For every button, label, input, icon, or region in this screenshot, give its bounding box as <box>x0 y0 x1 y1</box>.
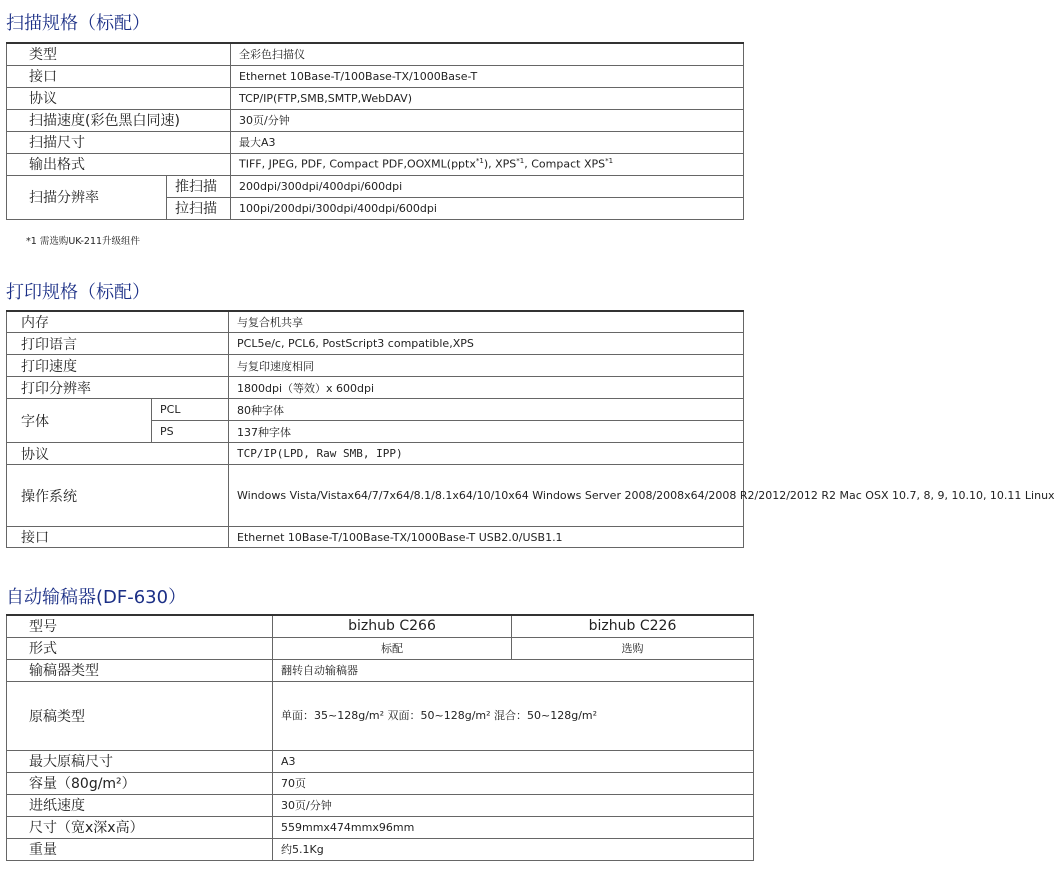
table-row <box>7 750 754 772</box>
footnote: *1 需选购UK-211升级组件 <box>26 236 141 247</box>
scan-spec-table <box>6 42 744 220</box>
row-value: Windows Vista/Vistax64/7/7x64/8.1/8.1x64/10/10x64 Windows Server 2008/2008x64/2008 R2/2012/2012 R2 Mac OSX 10.7, 8, 9, 10.10, 10.11 Linux <box>229 465 744 527</box>
output-format-text-2: ), XPS <box>483 157 517 171</box>
row-label: 接口 <box>7 65 231 87</box>
row-label: 类型 <box>7 43 231 65</box>
table-row <box>7 659 754 681</box>
output-format-text-1: TIFF, JPEG, PDF, Compact PDF,OOXML(pptx <box>239 157 476 171</box>
row-value: 559mmx474mmx96mm <box>273 816 754 838</box>
row-value: 137种字体 <box>229 421 744 443</box>
table-row <box>7 399 744 421</box>
row-value: 与复合机共享 <box>229 311 744 333</box>
row-label: 输出格式 <box>7 153 231 175</box>
adf-section-title: 自动输稿器(DF-630） <box>6 587 187 608</box>
row-value: 约5.1Kg <box>273 838 754 860</box>
table-row <box>7 465 744 527</box>
row-label: 扫描尺寸 <box>7 131 231 153</box>
table-row <box>7 87 744 109</box>
row-value: 单面：35~128g/m² 双面：50~128g/m² 混合：50~128g/m² <box>273 681 754 750</box>
row-label: 打印语言 <box>7 333 229 355</box>
row-value: 70页 <box>273 772 754 794</box>
row-label: 协议 <box>7 443 229 465</box>
row-label: 最大原稿尺寸 <box>7 750 273 772</box>
row-label: 协议 <box>7 87 231 109</box>
table-row <box>7 794 754 816</box>
row-label: 操作系统 <box>7 465 229 527</box>
row-label: 扫描分辨率 <box>7 175 167 219</box>
row-value: PCL5e/c, PCL6, PostScript3 compatible,XPS <box>229 333 744 355</box>
print-section-title: 打印规格（标配） <box>6 282 150 303</box>
table-row <box>7 816 754 838</box>
table-row <box>7 65 744 87</box>
row-value: 与复印速度相同 <box>229 355 744 377</box>
table-row <box>7 615 754 637</box>
row-value: 全彩色扫描仪 <box>231 43 744 65</box>
row-label: 扫描速度(彩色黑白同速) <box>7 109 231 131</box>
sub-label: 推扫描 <box>167 175 231 197</box>
table-row <box>7 527 744 548</box>
model-header: bizhub C226 <box>512 615 754 637</box>
row-label: 打印速度 <box>7 355 229 377</box>
scan-section-title: 扫描规格（标配） <box>6 13 150 34</box>
adf-spec-table <box>6 614 754 861</box>
row-label: 输稿器类型 <box>7 659 273 681</box>
row-value: 最大A3 <box>231 131 744 153</box>
row-label: 打印分辨率 <box>7 377 229 399</box>
row-label: 进纸速度 <box>7 794 273 816</box>
row-label: 原稿类型 <box>7 681 273 750</box>
row-label: 内存 <box>7 311 229 333</box>
table-row <box>7 838 754 860</box>
row-value: Ethernet 10Base-T/100Base-TX/1000Base-T <box>231 65 744 87</box>
sub-label: 拉扫描 <box>167 197 231 219</box>
row-value: 标配 <box>273 637 512 659</box>
table-row <box>7 311 744 333</box>
row-value: 30页/分钟 <box>273 794 754 816</box>
row-value: 选购 <box>512 637 754 659</box>
row-label: 形式 <box>7 637 273 659</box>
row-value: 1800dpi（等效）x 600dpi <box>229 377 744 399</box>
table-row <box>7 175 744 197</box>
row-label: 尺寸（宽x深x高） <box>7 816 273 838</box>
table-row <box>7 333 744 355</box>
footnote-mark: *1 <box>605 157 614 166</box>
table-row <box>7 355 744 377</box>
row-value: TCP/IP(LPD, Raw SMB, IPP) <box>229 443 744 465</box>
row-label: 型号 <box>7 615 273 637</box>
table-row <box>7 377 744 399</box>
row-label: 重量 <box>7 838 273 860</box>
table-row <box>7 637 754 659</box>
row-value: TCP/IP(FTP,SMB,SMTP,WebDAV) <box>231 87 744 109</box>
sub-label: PCL <box>152 399 229 421</box>
model-header: bizhub C266 <box>273 615 512 637</box>
footnote-mark: *1 <box>516 157 525 166</box>
footnote-mark: *1 <box>475 157 484 166</box>
print-spec-table <box>6 310 1055 548</box>
row-value: 200dpi/300dpi/400dpi/600dpi <box>231 175 744 197</box>
row-label: 接口 <box>7 527 229 548</box>
table-row <box>7 43 744 65</box>
row-value: Ethernet 10Base-T/100Base-TX/1000Base-T USB2.0/USB1.1 <box>229 527 744 548</box>
table-row <box>7 153 744 175</box>
table-row <box>7 109 744 131</box>
table-row <box>7 443 744 465</box>
row-value: 翻转自动输稿器 <box>273 659 754 681</box>
row-value: 30页/分钟 <box>231 109 744 131</box>
row-value: 100pi/200dpi/300dpi/400dpi/600dpi <box>231 197 744 219</box>
output-format-value <box>231 153 744 175</box>
output-format-text-3: , Compact XPS <box>524 157 606 171</box>
row-value: 80种字体 <box>229 399 744 421</box>
row-label: 容量（80g/m²） <box>7 772 273 794</box>
row-label: 字体 <box>7 399 152 443</box>
row-value: A3 <box>273 750 754 772</box>
table-row <box>7 681 754 750</box>
table-row <box>7 772 754 794</box>
sub-label: PS <box>152 421 229 443</box>
table-row <box>7 131 744 153</box>
